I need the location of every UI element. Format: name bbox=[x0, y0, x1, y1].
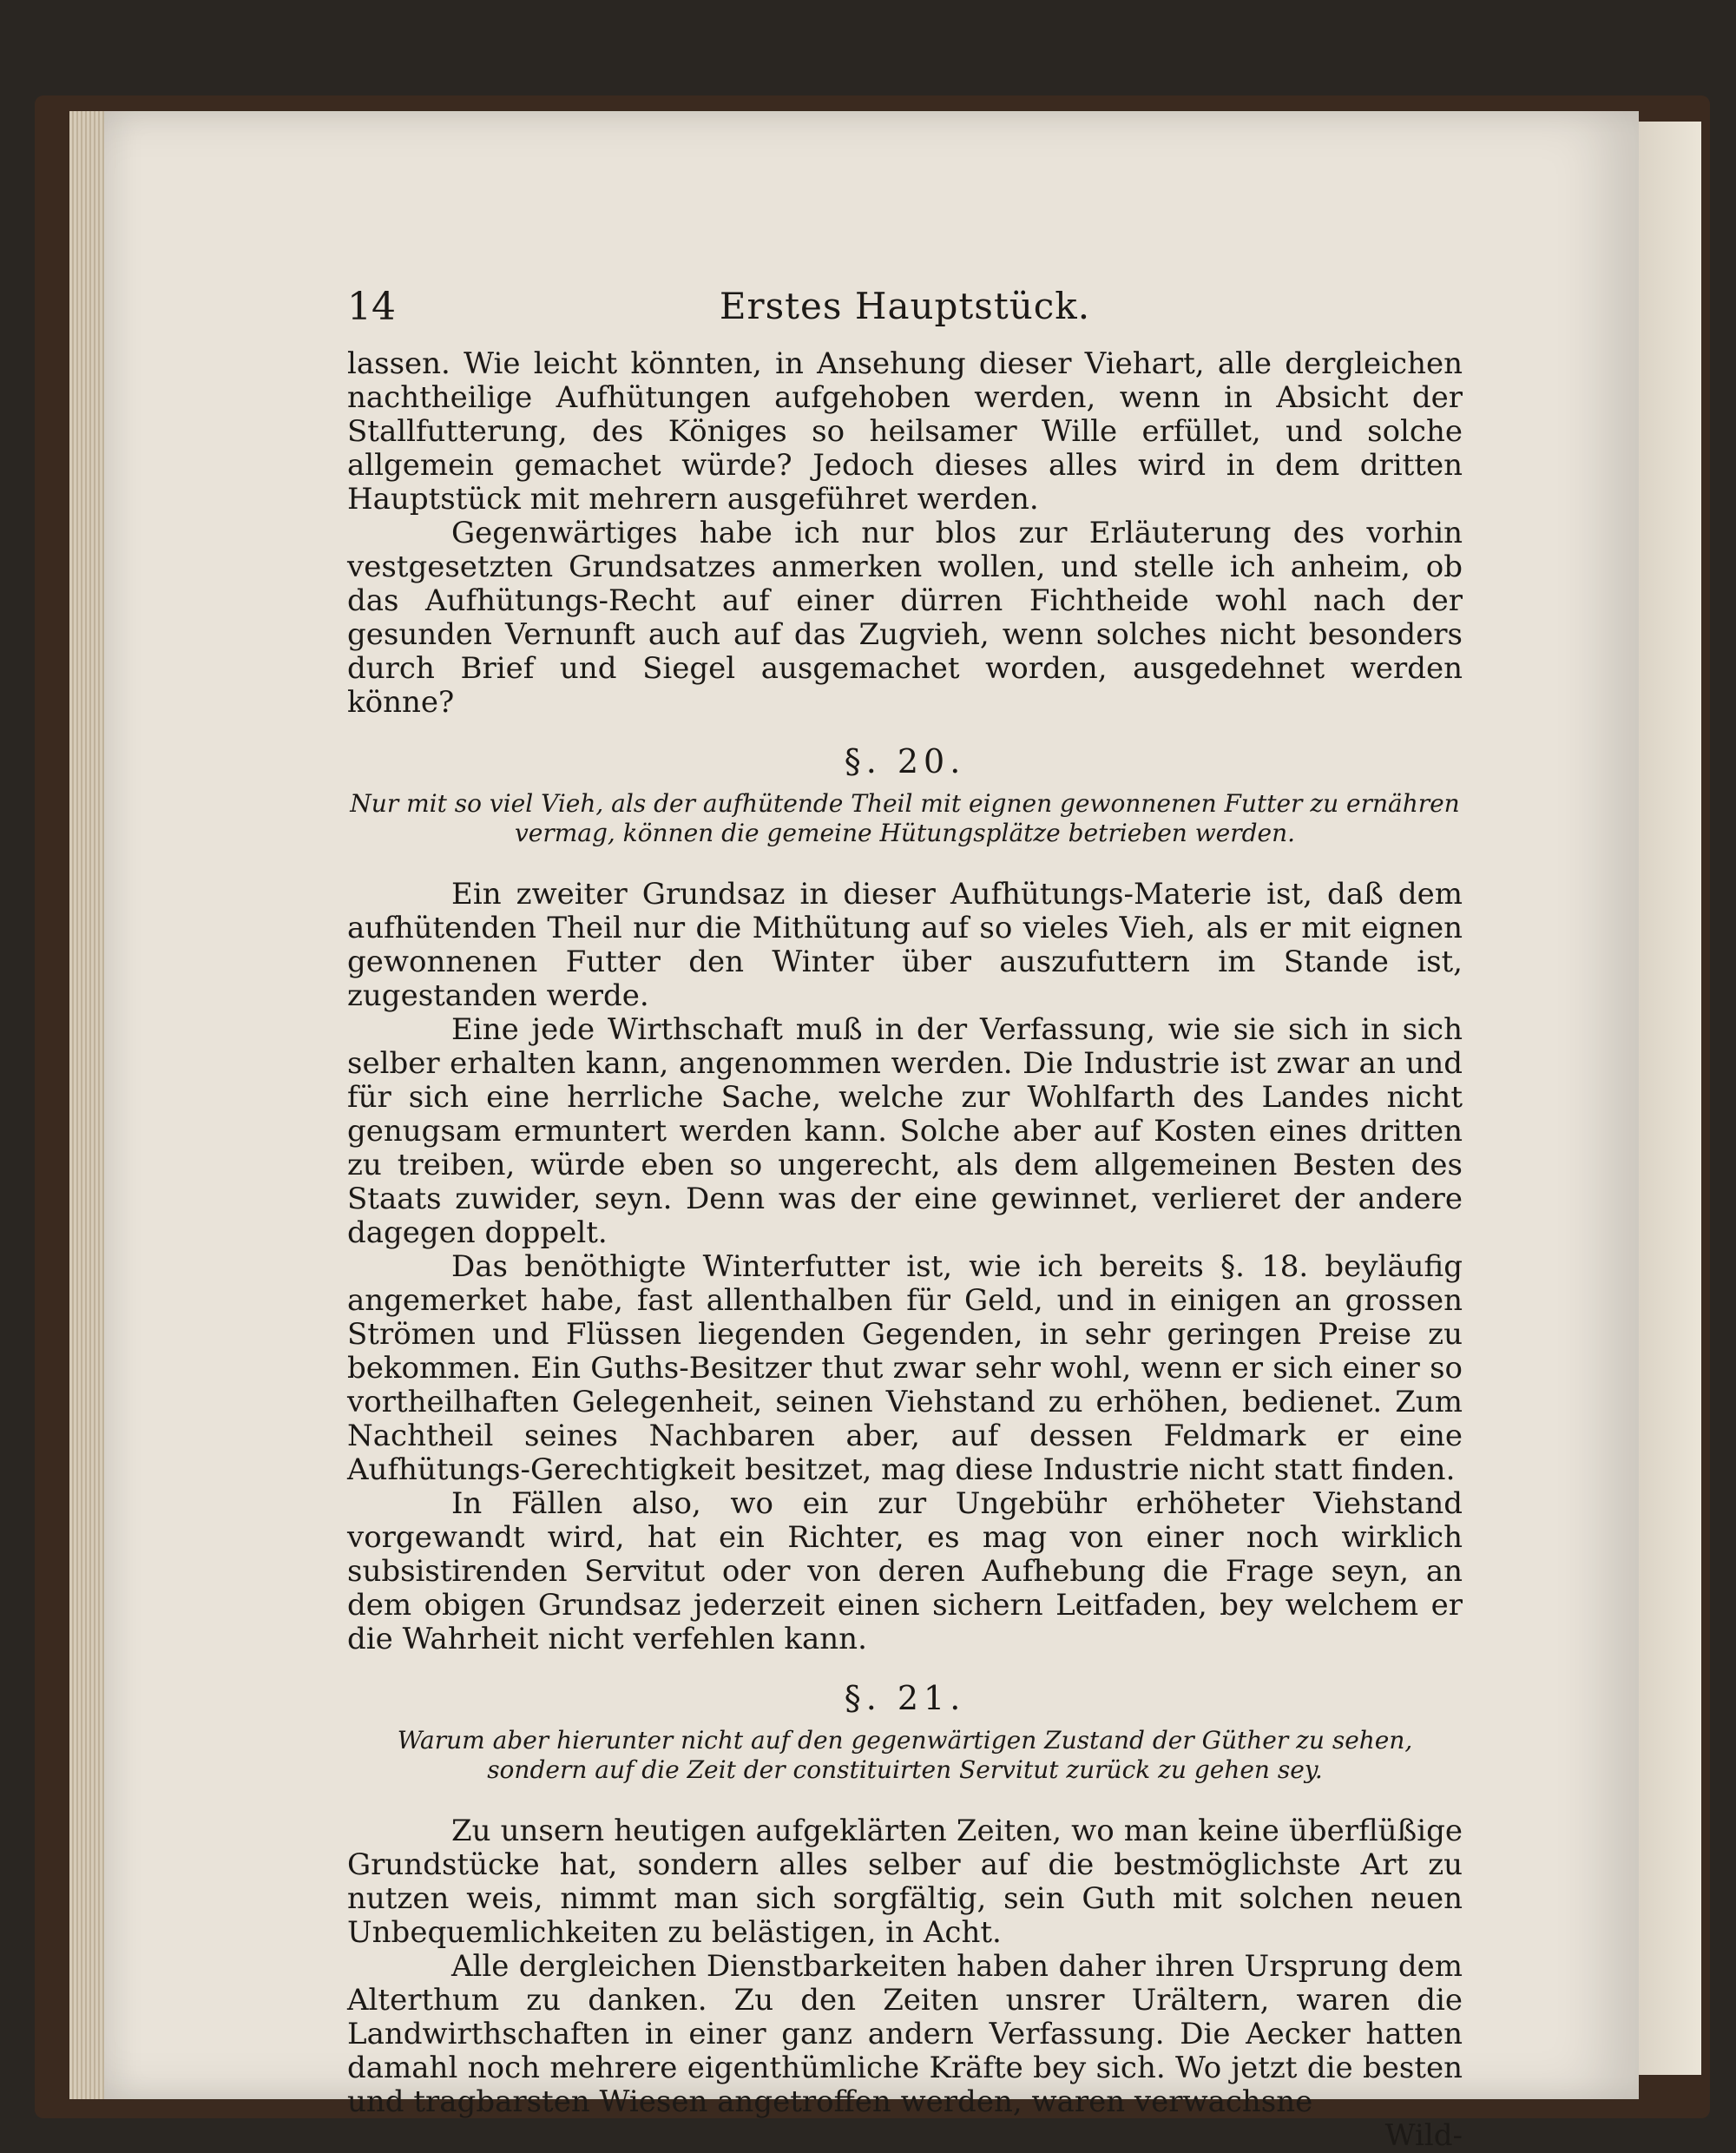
page-number: 14 bbox=[347, 285, 396, 329]
paragraph: Das benöthigte Winterfutter ist, wie ich bereits §. 18. beyläufig angemerket habe, fast allenthalben für Geld, und in einigen an grossen Strömen und Flüssen liegenden Gegenden, in sehr geringen Preise zu bekommen. Ein Guths-Besitzer thut zwar sehr wohl, wenn er sich einer so vortheilhaften Gelegenheit, seinen Viehstand zu erhöhen, bedienet. Zum Nachtheil seines Nachbaren aber, auf dessen Feldmark er eine Aufhütungs-Gerechtigkeit besitzet, mag diese Industrie nicht statt finden. bbox=[347, 1249, 1463, 1487]
catchword: Wild- bbox=[1384, 2118, 1463, 2153]
section-number: §. 20. bbox=[844, 742, 966, 780]
page-text bbox=[347, 278, 1463, 2153]
section-summary: Nur mit so viel Vieh, als der aufhütende Theil mit eignen gewonnenen Futter zu ernähren vermag, können die gemeine Hütungsplätze betrieben werden. bbox=[350, 789, 1460, 847]
paragraph: In Fällen also, wo ein zur Ungebühr erhöheter Viehstand vorgewandt wird, hat ein Richter, es mag von einer noch wirklich subsistirenden Servitut oder von deren Aufhebung die Frage seyn, an dem obigen Grundsaz jederzeit einen sichern Leitfaden, bey welchem er die Wahrheit nicht verfehlen kann. bbox=[347, 1486, 1463, 1656]
paragraph: Gegenwärtiges habe ich nur blos zur Erläuterung des vorhin vestgesetzten Grundsatzes anmerken wollen, und stelle ich anheim, ob das Aufhütungs-Recht auf einer dürren Fichtheide wohl nach der gesunden Vernunft auch auf das Zugvieh, wenn solches nicht besonders durch Brief und Siegel ausgemachet worden, ausgedehnet werden könne? bbox=[347, 516, 1463, 720]
section-number: §. 21. bbox=[844, 1679, 966, 1717]
section-summary: Warum aber hierunter nicht auf den gegenwärtigen Zustand der Güther zu sehen, sondern auf die Zeit der constituirten Servitut zurück zu gehen sey. bbox=[397, 1726, 1413, 1784]
running-head: Erstes Hauptstück. bbox=[719, 285, 1091, 327]
page-header bbox=[347, 278, 1463, 347]
paragraph: Zu unsern heutigen aufgeklärten Zeiten, wo man keine überflüßige Grundstücke hat, sondern alles selber auf die bestmöglichste Art zu nutzen weis, nimmt man sich sorgfältig, sein Guth mit solchen neuen Unbequemlichkeiten zu belästigen, in Acht. bbox=[347, 1814, 1463, 1950]
facing-page-edge bbox=[1632, 122, 1701, 2075]
paragraph: lassen. Wie leicht könnten, in Ansehung dieser Viehart, alle dergleichen nachtheilige Aufhütungen aufgehoben werden, wenn in Absicht der Stallfutterung, des Königes so heilsamer Wille erfüllet, und solche allgemein gemachet würde? Jedoch dieses alles wird in dem dritten Hauptstück mit mehrern ausgeführet werden. bbox=[347, 346, 1463, 517]
page-edges bbox=[69, 111, 104, 2099]
paragraph: Alle dergleichen Dienstbarkeiten haben daher ihren Ursprung dem Alterthum zu danken. Zu den Zeiten unsrer Urältern, waren die Landwirthschaften in einer ganz andern Verfassung. Die Aecker hatten damahl noch mehrere eigenthümliche Kräfte bey sich. Wo jetzt die besten und tragbarsten Wiesen angetroffen werden, waren verwachsne bbox=[347, 1949, 1463, 2119]
paragraph: Eine jede Wirthschaft muß in der Verfassung, wie sie sich in sich selber erhalten kann, angenommen werden. Die Industrie ist zwar an und für sich eine herrliche Sache, welche zur Wohlfarth des Landes nicht genugsam ermuntert werden kann. Solche aber auf Kosten eines dritten zu treiben, würde eben so ungerecht, als dem allgemeinen Besten des Staats zuwider, seyn. Denn was der eine gewinnet, verlieret der andere dagegen doppelt. bbox=[347, 1012, 1463, 1250]
paragraph: Ein zweiter Grundsaz in dieser Aufhütungs-Materie ist, daß dem aufhütenden Theil nur die Mithütung auf so vieles Vieh, als er mit eignen gewonnenen Futter den Winter über auszufuttern im Stande ist, zugestanden werde. bbox=[347, 877, 1463, 1013]
